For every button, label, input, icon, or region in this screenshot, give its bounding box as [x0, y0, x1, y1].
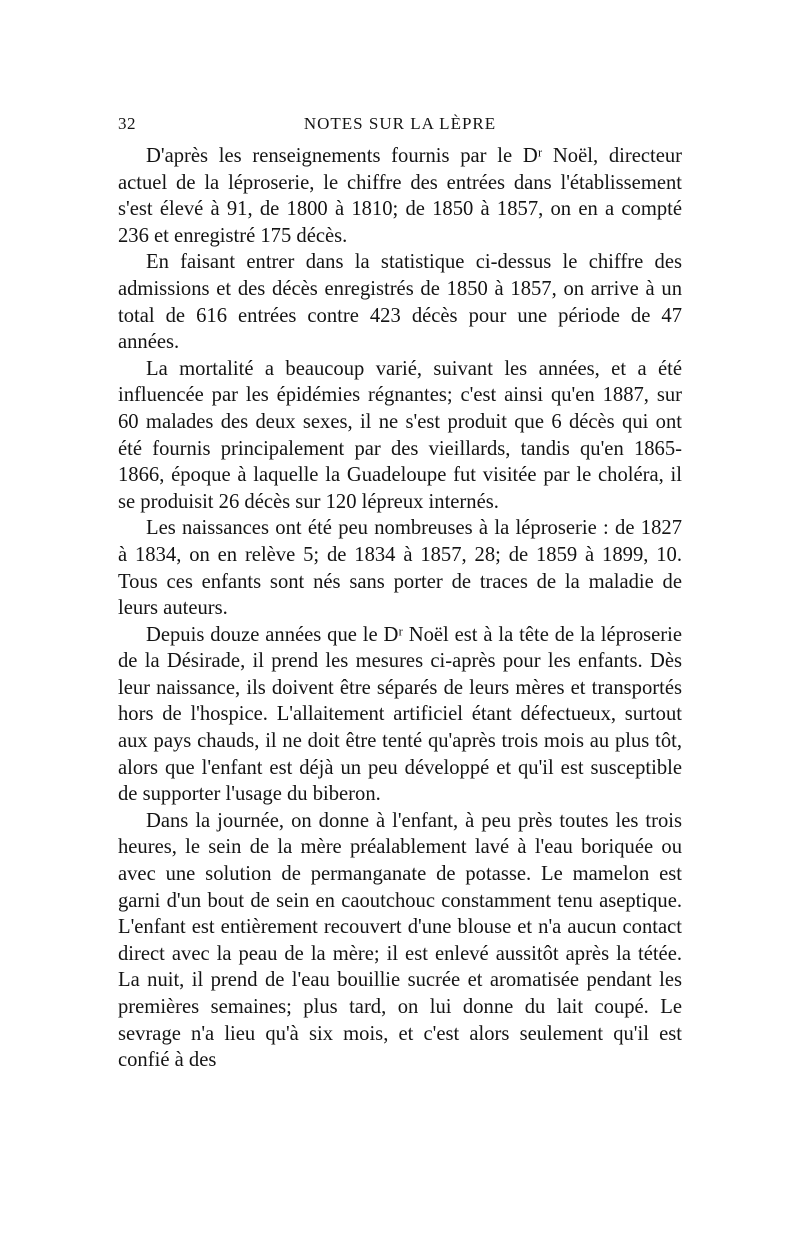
page-number: 32: [118, 114, 136, 133]
paragraph-1: D'après les renseignements fournis par le Dʳ Noël, directeur actuel de la léproserie, le chiffre des entrées dans l'établissement s'est élevé à 91, de 1800 à 1810; de 1850 à 1857, on en a compté 236 et enregistré 175 décès.: [118, 145, 682, 247]
running-title: NOTES SUR LA LÈPRE: [303, 114, 497, 133]
body-text: [118, 143, 682, 1074]
paragraph-3: La mortalité a beaucoup varié, suivant les années, et a été influencée par les épidémies régnantes; c'est ainsi qu'en 1887, sur 60 malades des deux sexes, il ne s'est produit que 6 décès qui ont été fournis principalement par des vieillards, tandis qu'en 1865-1866, époque à laquelle la Guadeloupe fut visitée par le choléra, il se produisit 26 décès sur 120 lépreux internés.: [118, 357, 682, 513]
paragraph-4: Les naissances ont été peu nombreuses à la léproserie : de 1827 à 1834, on en relève 5; de 1834 à 1857, 28; de 1859 à 1899, 10. Tous ces enfants sont nés sans porter de traces de la maladie de leurs auteurs.: [118, 517, 682, 620]
running-head: [118, 114, 682, 140]
paragraph-2: En faisant entrer dans la statistique ci-dessus le chiffre des admissions et des décès enregistrés de 1850 à 1857, on arrive à un total de 616 entrées contre 423 décès pour une période de 47 années.: [118, 251, 682, 354]
paragraph-5: Depuis douze années que le Dʳ Noël est à la tête de la léproserie de la Désirade, il prend les mesures ci-après pour les enfants. Dès leur naissance, ils doivent être séparés de leurs mères et transportés hors de l'hospice. L'allaitement artificiel étant défectueux, surtout aux pays chauds, il ne doit être tenté qu'après trois mois au plus tôt, alors que l'enfant est déjà un peu développé et qu'il est susceptible de supporter l'usage du biberon.: [118, 623, 682, 806]
paragraph-6: Dans la journée, on donne à l'enfant, à peu près toutes les trois heures, le sein de la mère préalablement lavé à l'eau boriquée ou avec une solution de permanganate de potasse. Le mamelon est garni d'un bout de sein en caoutchouc constamment tenu aseptique. L'enfant est entièrement recouvert d'une blouse et n'a aucun contact direct avec la peau de la mère; il est enlevé aussitôt après la tétée. La nuit, il prend de l'eau bouillie sucrée et aromatisée pendant les premières semaines; plus tard, on lui donne du lait coupé. Le sevrage n'a lieu qu'à six mois, et c'est alors seulement qu'il est confié à des: [118, 809, 682, 1072]
